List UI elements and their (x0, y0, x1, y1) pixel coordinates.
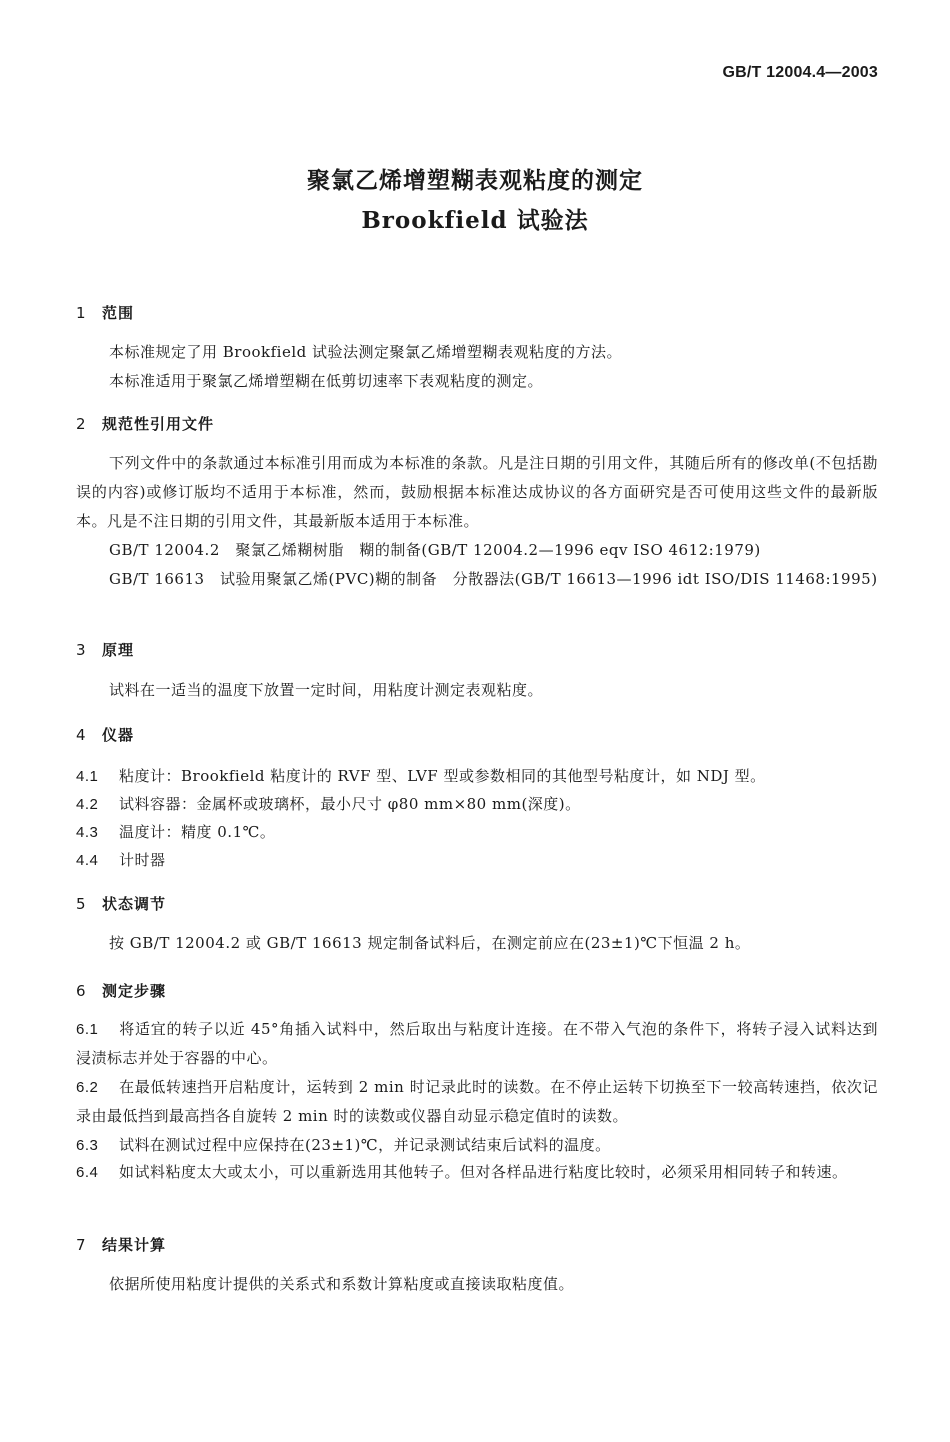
section-title: 结果计算 (102, 1236, 167, 1254)
clause-text: 粘度计：Brookfield 粘度计的 RVF 型、LVF 型或参数相同的其他型号粘度计，如 NDJ 型。 (119, 767, 766, 785)
section-title: 规范性引用文件 (102, 415, 215, 433)
normative-reference-1: GB/T 12004.2 聚氯乙烯糊树脂 糊的制备(GB/T 12004.2—1996 eqv ISO 4612:1979) (109, 541, 761, 559)
clause-6-4 (76, 1158, 878, 1187)
clause-text: 温度计：精度 0.1℃。 (119, 823, 276, 841)
section-5-heading (76, 893, 166, 914)
clause-text: 计时器 (119, 851, 166, 869)
section-title: 测定步骤 (102, 982, 167, 1000)
clause-text: 试料容器：金属杯或玻璃杯，最小尺寸 φ80 mm×80 mm(深度)。 (119, 795, 581, 813)
clause-text: 在最低转速挡开启粘度计，运转到 2 min 时记录此时的读数。在不停止运转下切换至下一较高转速挡，依次记录由最低挡到最高挡各自旋转 2 min 时的读数或仪器自动显示稳定值时的读数。 (76, 1078, 878, 1125)
clause-number: 6.3 (76, 1137, 99, 1154)
clause-4-3 (76, 821, 275, 842)
section-number: 3 (76, 641, 87, 659)
section-number: 4 (76, 726, 87, 744)
section-title: 仪器 (102, 726, 135, 744)
section-number: 1 (76, 304, 87, 322)
document-title: 聚氯乙烯增塑糊表观粘度的测定 (307, 168, 643, 194)
section-title: 状态调节 (102, 895, 167, 913)
clause-6-1 (76, 1015, 878, 1073)
clause-text: 如试料粘度太大或太小，可以重新选用其他转子。但对各样品进行粘度比较时，必须采用相同转子和转速。 (119, 1163, 848, 1181)
section-number: 6 (76, 982, 87, 1000)
clause-text: 试料在测试过程中应保持在(23±1)℃，并记录测试结束后试料的温度。 (119, 1136, 611, 1154)
section-1-heading (76, 302, 134, 323)
clause-4-1 (76, 765, 766, 786)
normative-reference-2: GB/T 16613 试验用聚氯乙烯(PVC)糊的制备 分散器法(GB/T 16613—1996 idt ISO/DIS 11468:1995) (109, 570, 878, 588)
section-7-paragraph: 依据所使用粘度计提供的关系式和系数计算粘度或直接读取粘度值。 (109, 1275, 575, 1293)
document-subtitle: Brookfield 试验法 (361, 207, 589, 234)
clause-text: 将适宜的转子以近 45°角插入试料中，然后取出与粘度计连接。在不带入气泡的条件下，将转子浸入试料达到浸渍标志并处于容器的中心。 (76, 1020, 878, 1067)
clause-number: 4.4 (76, 852, 99, 869)
section-1-paragraph-1: 本标准规定了用 Brookfield 试验法测定聚氯乙烯增塑糊表观粘度的方法。 (109, 343, 623, 361)
clause-number: 6.1 (76, 1021, 99, 1038)
clause-6-3 (76, 1131, 878, 1160)
section-title: 原理 (102, 641, 135, 659)
section-1-paragraph-2: 本标准适用于聚氯乙烯增塑糊在低剪切速率下表观粘度的测定。 (109, 372, 544, 390)
section-title: 范围 (102, 304, 135, 322)
section-2-heading (76, 413, 214, 434)
section-7-heading (76, 1234, 166, 1255)
section-number: 7 (76, 1236, 87, 1254)
section-3-heading (76, 639, 134, 660)
section-6-heading (76, 980, 166, 1001)
section-number: 2 (76, 415, 87, 433)
section-5-paragraph: 按 GB/T 12004.2 或 GB/T 16613 规定制备试料后，在测定前应在(23±1)℃下恒温 2 h。 (109, 934, 751, 952)
section-number: 5 (76, 895, 87, 913)
clause-4-2 (76, 793, 581, 814)
clause-number: 4.1 (76, 768, 99, 785)
clause-6-2 (76, 1073, 878, 1131)
section-2-paragraph: 下列文件中的条款通过本标准引用而成为本标准的条款。凡是注日期的引用文件，其随后所有的修改单(不包括勘误的内容)或修订版均不适用于本标准，然而，鼓励根据本标准达成协议的各方面研究是否可使用这些文件的最新版本。凡是不注日期的引用文件，其最新版本适用于本标准。 (76, 454, 878, 530)
clause-number: 4.2 (76, 796, 99, 813)
clause-number: 4.3 (76, 824, 99, 841)
clause-number: 6.4 (76, 1164, 99, 1181)
section-3-paragraph: 试料在一适当的温度下放置一定时间，用粘度计测定表观粘度。 (109, 681, 544, 699)
clause-4-4 (76, 849, 166, 870)
clause-number: 6.2 (76, 1079, 99, 1096)
standard-code: GB/T 12004.4—2003 (722, 64, 878, 81)
section-4-heading (76, 724, 134, 745)
